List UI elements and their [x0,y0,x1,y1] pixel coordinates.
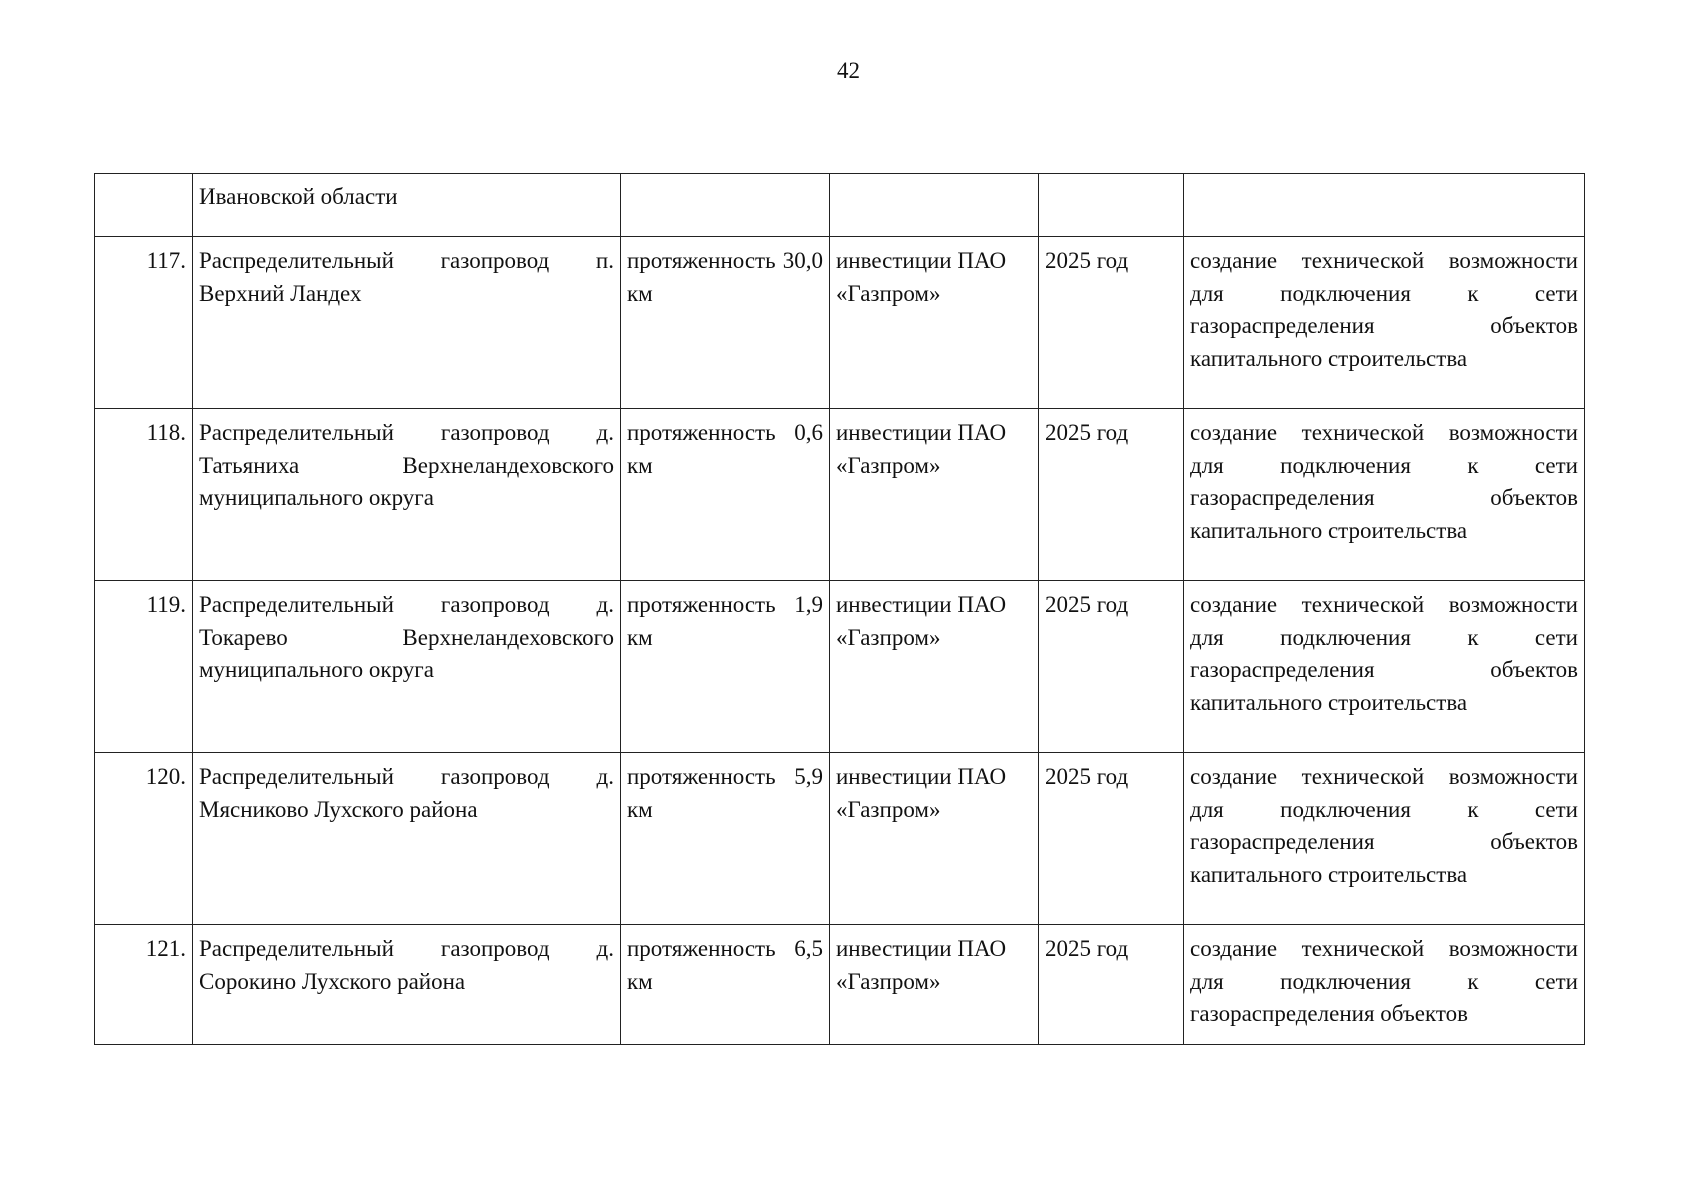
cell-object-name: Распределительный газопровод д. Токарево Верхнеландеховского муниципального округа [193,581,621,753]
cell-funding-source: инвестиции ПАО «Газпром» [830,581,1039,753]
table-row [95,753,1585,925]
table-row [95,925,1585,1045]
table-row-continuation [95,174,1585,237]
cell-number: 120. [95,753,193,925]
cell-length: протяженность 30,0 км [621,237,830,409]
table-row [95,581,1585,753]
cell-funding-source [830,174,1039,237]
cell-object-name: Распределительный газопровод д. Мясниково Лухского района [193,753,621,925]
cell-object-name: Ивановской области [193,174,621,237]
cell-purpose: создание технической возможности для подключения к сети газораспределения объектов капитального строительства [1184,753,1585,925]
gas-pipeline-table [94,173,1585,1045]
cell-length [621,174,830,237]
cell-year: 2025 год [1039,237,1184,409]
cell-year: 2025 год [1039,753,1184,925]
page-number: 42 [837,58,860,83]
cell-number: 119. [95,581,193,753]
cell-number: 121. [95,925,193,1045]
cell-year: 2025 год [1039,409,1184,581]
cell-length: протяженность 5,9 км [621,753,830,925]
cell-object-name: Распределительный газопровод п. Верхний Ландех [193,237,621,409]
cell-length: протяженность 0,6 км [621,409,830,581]
cell-purpose: создание технической возможности для подключения к сети газораспределения объектов [1184,925,1585,1045]
cell-object-name: Распределительный газопровод д. Татьяниха Верхнеландеховского муниципального округа [193,409,621,581]
table-row [95,237,1585,409]
cell-year: 2025 год [1039,925,1184,1045]
cell-funding-source: инвестиции ПАО «Газпром» [830,237,1039,409]
table-row [95,409,1585,581]
cell-year [1039,174,1184,237]
cell-purpose: создание технической возможности для подключения к сети газораспределения объектов капитального строительства [1184,409,1585,581]
cell-purpose [1184,174,1585,237]
cell-purpose: создание технической возможности для подключения к сети газораспределения объектов капитального строительства [1184,581,1585,753]
cell-year: 2025 год [1039,581,1184,753]
cell-purpose: создание технической возможности для подключения к сети газораспределения объектов капитального строительства [1184,237,1585,409]
cell-funding-source: инвестиции ПАО «Газпром» [830,753,1039,925]
cell-number: 118. [95,409,193,581]
cell-number: 117. [95,237,193,409]
cell-funding-source: инвестиции ПАО «Газпром» [830,925,1039,1045]
cell-number [95,174,193,237]
cell-funding-source: инвестиции ПАО «Газпром» [830,409,1039,581]
cell-length: протяженность 1,9 км [621,581,830,753]
cell-length: протяженность 6,5 км [621,925,830,1045]
cell-object-name: Распределительный газопровод д. Сорокино Лухского района [193,925,621,1045]
